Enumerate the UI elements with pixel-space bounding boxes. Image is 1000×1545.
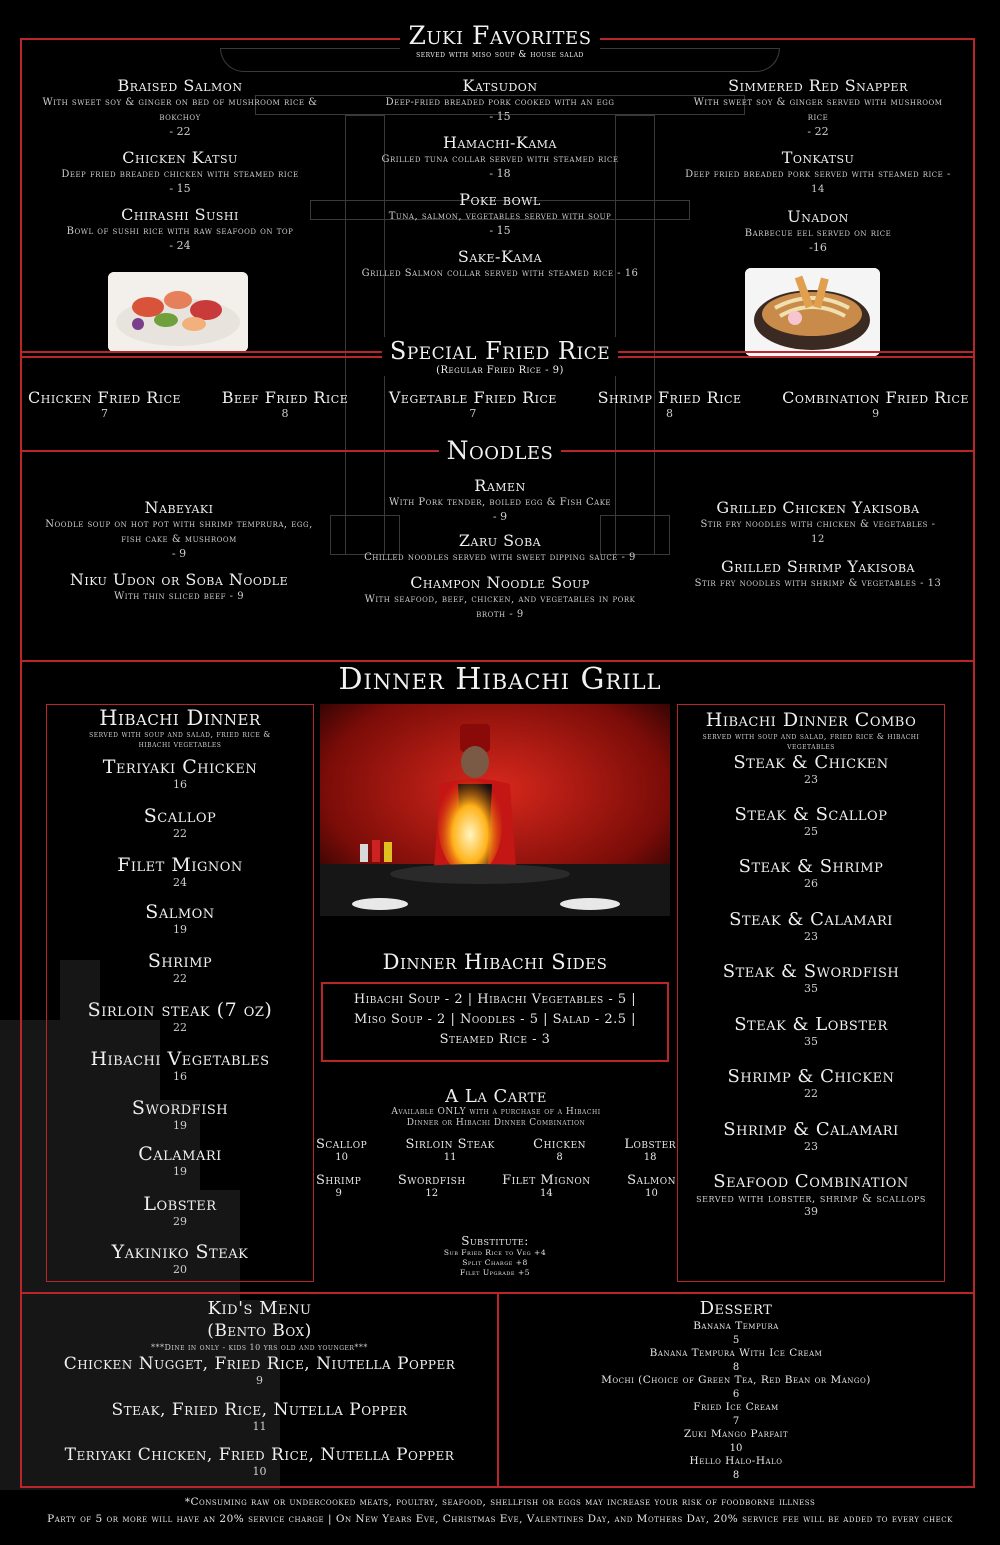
item-name: Mochi (Choice of Green Tea, Red Bean or Mango)	[601, 1374, 871, 1386]
favorites-center-column	[360, 76, 640, 281]
item-price: 7	[469, 407, 477, 420]
menu-item	[22, 1400, 497, 1445]
item-price: 35	[804, 982, 818, 995]
a-la-carte	[316, 1086, 676, 1199]
menu-item	[499, 1455, 973, 1482]
dessert-title: Dessert	[699, 1298, 773, 1319]
menu-item	[679, 804, 943, 856]
item-price: 11	[252, 1420, 267, 1433]
menu-item	[598, 388, 742, 420]
item-price: 10	[252, 1465, 267, 1478]
item-name: Yakiniko Steak	[111, 1241, 249, 1263]
item-price: 24	[173, 876, 187, 889]
item-desc: Chilled noodles served with sweet dipping sauce - 9	[364, 552, 636, 563]
item-price: 8	[666, 407, 674, 420]
item-name: Banana Tempura	[693, 1320, 779, 1332]
item-price: - 24	[169, 239, 191, 252]
item-name: Beef Fried Rice	[221, 388, 349, 407]
substitute-line: Sub Fried Rice to Veg +4	[443, 1248, 547, 1257]
fried-rice-row	[22, 388, 975, 420]
menu-item	[360, 247, 640, 281]
item-desc: Barbecue eel served on rice	[744, 228, 892, 239]
hibachi-combo-subtitle: served with soup and salad, fried rice & hibachi vegetables	[702, 732, 920, 751]
hibachi-combo-list	[679, 708, 943, 1218]
noodles-title: Noodles	[446, 436, 554, 465]
favorites-title: Zuki Favorites	[408, 21, 592, 50]
item-desc: Grilled tuna collar served with steamed rice	[381, 154, 619, 165]
item-name: Shrimp	[316, 1173, 362, 1188]
menu-item	[692, 557, 944, 591]
menu-item	[682, 148, 954, 197]
item-name: Hibachi Vegetables	[90, 1048, 270, 1070]
item-name: Banana Tempura With Ice Cream	[649, 1347, 823, 1359]
item-price: 29	[173, 1215, 187, 1228]
item-name: Unadon	[787, 207, 849, 226]
item-price: 10	[729, 1442, 743, 1454]
item-price: 8	[556, 1152, 563, 1163]
menu-item	[40, 76, 320, 138]
item-name: Chicken Katsu	[122, 148, 238, 167]
footer-disclaimer: *Consuming raw or undercooked meats, poultry, seafood, shellfish or eggs may increase your risk of foodborne illness	[184, 1496, 816, 1508]
item-name: Poke bowl	[459, 190, 541, 209]
menu-item	[48, 854, 312, 901]
menu-item	[502, 1173, 590, 1199]
item-price: 20	[173, 1263, 187, 1276]
item-name: Simmered Red Snapper	[728, 76, 908, 95]
item-name: Chicken Nugget, Fried Rice, Niutella Popper	[63, 1354, 456, 1374]
item-name: Tonkatsu	[781, 148, 855, 167]
item-desc: With Pork tender, boiled egg & Fish Cake	[388, 497, 612, 508]
item-name: Steak & Scallop	[734, 804, 888, 825]
substitute	[320, 1234, 670, 1278]
item-price: 10	[645, 1188, 658, 1199]
item-price: 19	[173, 923, 187, 936]
item-desc: Deep-fried breaded pork cooked with an egg	[385, 97, 615, 108]
favorites-subtitle: served with miso soup & house salad	[416, 50, 584, 60]
menu-item	[48, 950, 312, 999]
item-desc: Grilled Salmon collar served with steamed rice - 16	[361, 268, 639, 279]
item-name: Scallop	[316, 1137, 368, 1152]
item-name: Steak & Calamari	[729, 909, 893, 930]
item-name: Sake-Kama	[457, 247, 543, 266]
a-la-carte-row	[316, 1173, 676, 1199]
item-price: 19	[173, 1165, 187, 1178]
menu-item	[679, 1066, 943, 1119]
menu-item	[40, 498, 318, 560]
item-name: Steak & Lobster	[734, 1014, 888, 1035]
hibachi-dinner-list	[48, 706, 312, 1285]
sides-line: Steamed Rice - 3	[439, 1032, 551, 1047]
item-desc: Bowl of sushi rice with raw seafood on top	[66, 226, 294, 237]
item-name: Lobster	[143, 1193, 217, 1215]
substitute-line: Split Charge +8	[462, 1258, 528, 1267]
item-name: Combination Fried Rice	[782, 388, 969, 407]
item-name: Calamari	[138, 1143, 222, 1165]
item-name: Chirashi Sushi	[121, 205, 239, 224]
menu-item	[533, 1137, 586, 1163]
menu-item	[22, 1445, 497, 1478]
item-name: Sirloin steak (7 oz)	[87, 999, 273, 1021]
item-name: Steak & Chicken	[733, 752, 889, 773]
item-price: 7	[732, 1415, 740, 1427]
item-name: Shrimp & Chicken	[727, 1066, 895, 1087]
item-name: Swordfish	[397, 1173, 466, 1188]
menu-item	[48, 1097, 312, 1143]
menu-item	[499, 1320, 973, 1347]
item-name: Steak, Fried Rice, Nutella Popper	[111, 1400, 408, 1420]
menu-item	[48, 999, 312, 1048]
item-name: Grilled Chicken Yakisoba	[716, 498, 920, 517]
item-price: 11	[443, 1152, 457, 1163]
item-price: 23	[804, 930, 818, 943]
item-price: 22	[804, 1087, 818, 1100]
menu-item	[22, 1354, 497, 1400]
menu-item	[40, 205, 320, 252]
favorites-header	[0, 22, 1000, 61]
item-price: 5	[732, 1334, 740, 1346]
item-name: Zuki Mango Parfait	[683, 1428, 789, 1440]
sides-list	[323, 990, 667, 1050]
item-price: 22	[173, 1021, 187, 1034]
item-name: Shrimp & Calamari	[723, 1119, 899, 1140]
item-desc: Stir fry noodles with chicken & vegetables - 12	[700, 519, 936, 545]
item-name: Seafood Combination	[713, 1171, 909, 1192]
item-price: - 22	[807, 125, 829, 138]
item-name: Chicken Fried Rice	[28, 388, 182, 407]
menu-item	[48, 1048, 312, 1097]
substitute-line: Filet Upgrade +5	[459, 1268, 531, 1277]
item-name: Zaru Soba	[458, 531, 542, 550]
kids-subtitle: (Bento Box)	[207, 1321, 312, 1341]
item-desc: Stir fry noodles with shrimp & vegetables - 13	[694, 578, 942, 589]
kids-note: ***Dine in only - kids 10 yrs old and younger***	[151, 1343, 368, 1352]
menu-item	[40, 148, 320, 195]
hibachi-combo-title: Hibachi Dinner Combo	[705, 709, 917, 731]
menu-item	[48, 1143, 312, 1193]
hibachi-chef-photo	[320, 704, 670, 916]
item-price: 19	[173, 1119, 187, 1132]
item-price: 23	[804, 1140, 818, 1153]
a-la-carte-note: Available ONLY with a purchase of a Hibachi Dinner or Hibachi Dinner Combination	[391, 1107, 601, 1128]
menu-item	[316, 1137, 367, 1163]
menu-item	[499, 1374, 973, 1401]
item-name: Scallop	[143, 805, 217, 827]
menu-item	[362, 476, 638, 523]
a-la-carte-title: A La Carte	[445, 1086, 547, 1107]
noodles-left-column	[40, 498, 318, 604]
item-price: - 9	[492, 510, 508, 523]
menu-item	[499, 1428, 973, 1455]
item-name: Lobster	[624, 1137, 676, 1152]
item-name: Teriyaki Chicken, Fried Rice, Nutella Popper	[64, 1445, 455, 1465]
item-price: 9	[872, 407, 880, 420]
item-name: Swordfish	[131, 1097, 229, 1119]
noodles-center-column	[362, 476, 638, 622]
menu-item	[48, 756, 312, 805]
item-price: 25	[804, 825, 818, 838]
item-name: Vegetable Fried Rice	[388, 388, 557, 407]
hibachi-dinner-title: Hibachi Dinner	[99, 706, 261, 730]
menu-item	[362, 531, 638, 565]
menu-item	[48, 1193, 312, 1241]
item-price: - 15	[489, 224, 511, 237]
item-name: Katsudon	[462, 76, 538, 95]
favorites-left-column	[40, 76, 320, 252]
item-name: Filet Mignon	[502, 1173, 591, 1188]
menu-item	[692, 498, 944, 547]
menu-item	[28, 388, 181, 420]
item-desc: With sweet soy & ginger served with mushroom rice	[693, 97, 943, 123]
item-desc: Deep fried breaded pork served with steamed rice - 14	[685, 169, 951, 195]
item-name: Steak & Swordfish	[722, 961, 900, 982]
item-name: Ramen	[474, 476, 526, 495]
item-name: Shrimp Fried Rice	[597, 388, 742, 407]
item-name: Chicken	[533, 1137, 587, 1152]
menu-item	[360, 76, 640, 123]
menu-item	[499, 1401, 973, 1428]
kids-menu	[22, 1298, 497, 1478]
sides-line: Miso Soup - 2 | Noodles - 5 | Salad - 2.5 |	[353, 1012, 637, 1027]
item-desc: Tuna, salmon, vegetables served with soup	[388, 211, 612, 222]
item-price: 7	[101, 407, 109, 420]
dessert-menu	[499, 1298, 973, 1482]
item-price: 9	[256, 1374, 263, 1387]
substitute-title: Substitute:	[461, 1234, 529, 1248]
noodles-header	[0, 436, 1000, 466]
item-price: 16	[173, 778, 187, 791]
item-name: Niku Udon or Soba Noodle	[69, 570, 289, 589]
item-price: 35	[804, 1035, 818, 1048]
sides-line: Hibachi Soup - 2 | Hibachi Vegetables - 5 |	[353, 992, 637, 1007]
item-name: Braised Salmon	[117, 76, 243, 95]
menu-item	[679, 1119, 943, 1171]
item-name: Salmon	[627, 1173, 676, 1188]
menu-item	[679, 961, 943, 1014]
item-price: 9	[335, 1188, 342, 1199]
item-price: 18	[643, 1152, 657, 1163]
menu-item	[48, 805, 312, 854]
menu-item	[360, 190, 640, 237]
item-name: Nabeyaki	[144, 498, 214, 517]
item-price: 26	[804, 877, 818, 890]
menu-item	[362, 573, 638, 622]
favorites-right-column	[682, 76, 954, 254]
item-price: 8	[732, 1469, 740, 1481]
footer-service-note: Party of 5 or more will have an 20% service charge | On New Years Eve, Christmas Eve, Valentines Day, and Mothers Day, 20% service fee will be added to every check	[47, 1513, 953, 1525]
fried-rice-subtitle: (Regular Fried Rice - 9)	[436, 365, 564, 376]
item-price: - 18	[489, 167, 511, 180]
item-desc: With seafood, beef, chicken, and vegetables in pork broth - 9	[364, 594, 636, 620]
item-price: - 22	[169, 125, 191, 138]
item-name: Steak & Shrimp	[738, 856, 884, 877]
menu-item	[682, 207, 954, 254]
item-name: Fried Ice Cream	[693, 1401, 779, 1413]
item-price: 12	[425, 1188, 439, 1199]
menu-item	[682, 76, 954, 138]
hibachi-title: Dinner Hibachi Grill	[338, 662, 662, 697]
menu-item	[679, 856, 943, 909]
item-price: 22	[173, 827, 187, 840]
a-la-carte-row	[316, 1137, 676, 1163]
item-desc: With sweet soy & ginger on bed of mushroom rice & bokchoy	[42, 97, 318, 123]
fried-rice-header	[0, 337, 1000, 377]
menu-item	[48, 901, 312, 950]
item-price: 16	[173, 1070, 187, 1083]
item-price: - 15	[489, 110, 511, 123]
item-price: -16	[809, 241, 827, 254]
item-name: Hello Halo-Halo	[689, 1455, 783, 1467]
item-desc: served with lobster, shrimp & scallops	[696, 1192, 926, 1205]
item-price: - 15	[169, 182, 191, 195]
item-name: Sirloin Steak	[405, 1137, 495, 1152]
item-price: - 9	[171, 547, 187, 560]
item-name: Hamachi-Kama	[443, 133, 557, 152]
footer	[0, 1495, 1000, 1528]
item-price: 14	[540, 1188, 553, 1199]
sides-title: Dinner Hibachi Sides	[382, 950, 608, 974]
fried-rice-title: Special Fried Rice	[389, 337, 611, 365]
item-desc: Deep fried breaded chicken with steamed rice	[61, 169, 299, 180]
item-price: 22	[173, 972, 187, 985]
item-name: Salmon	[145, 901, 215, 923]
item-price: 8	[281, 407, 289, 420]
menu-item	[398, 1173, 466, 1199]
hibachi-dinner-subtitle: served with soup and salad, fried rice & hibachi vegetables	[89, 730, 271, 749]
menu-item	[48, 1241, 312, 1285]
menu-item	[389, 388, 557, 420]
menu-item	[499, 1347, 973, 1374]
item-price: 10	[335, 1152, 348, 1163]
menu-item	[782, 388, 969, 420]
menu-item	[679, 1014, 943, 1066]
item-name: Shrimp	[147, 950, 213, 972]
item-price: 23	[804, 773, 818, 786]
item-name: Teriyaki Chicken	[102, 756, 258, 778]
menu-item	[679, 1171, 943, 1218]
menu-item	[40, 570, 318, 604]
menu-item	[627, 1173, 676, 1199]
menu-item	[405, 1137, 494, 1163]
item-price: 39	[804, 1205, 818, 1218]
item-price: 8	[732, 1361, 740, 1373]
item-name: Filet Mignon	[117, 854, 243, 876]
menu-item	[360, 133, 640, 180]
item-desc: Noodle soup on hot pot with shrimp temprura, egg, fish cake & mushroom	[45, 519, 313, 545]
noodles-right-column	[692, 498, 944, 591]
menu-item	[624, 1137, 676, 1163]
item-desc: With thin sliced beef - 9	[113, 591, 245, 602]
menu-item	[222, 388, 349, 420]
item-name: Grilled Shrimp Yakisoba	[720, 557, 916, 576]
item-name: Champon Noodle Soup	[410, 573, 590, 592]
kids-title: Kid's Menu	[207, 1298, 312, 1319]
item-price: 6	[732, 1388, 740, 1400]
menu-item	[679, 909, 943, 961]
menu-item	[679, 752, 943, 804]
menu-item	[316, 1173, 361, 1199]
